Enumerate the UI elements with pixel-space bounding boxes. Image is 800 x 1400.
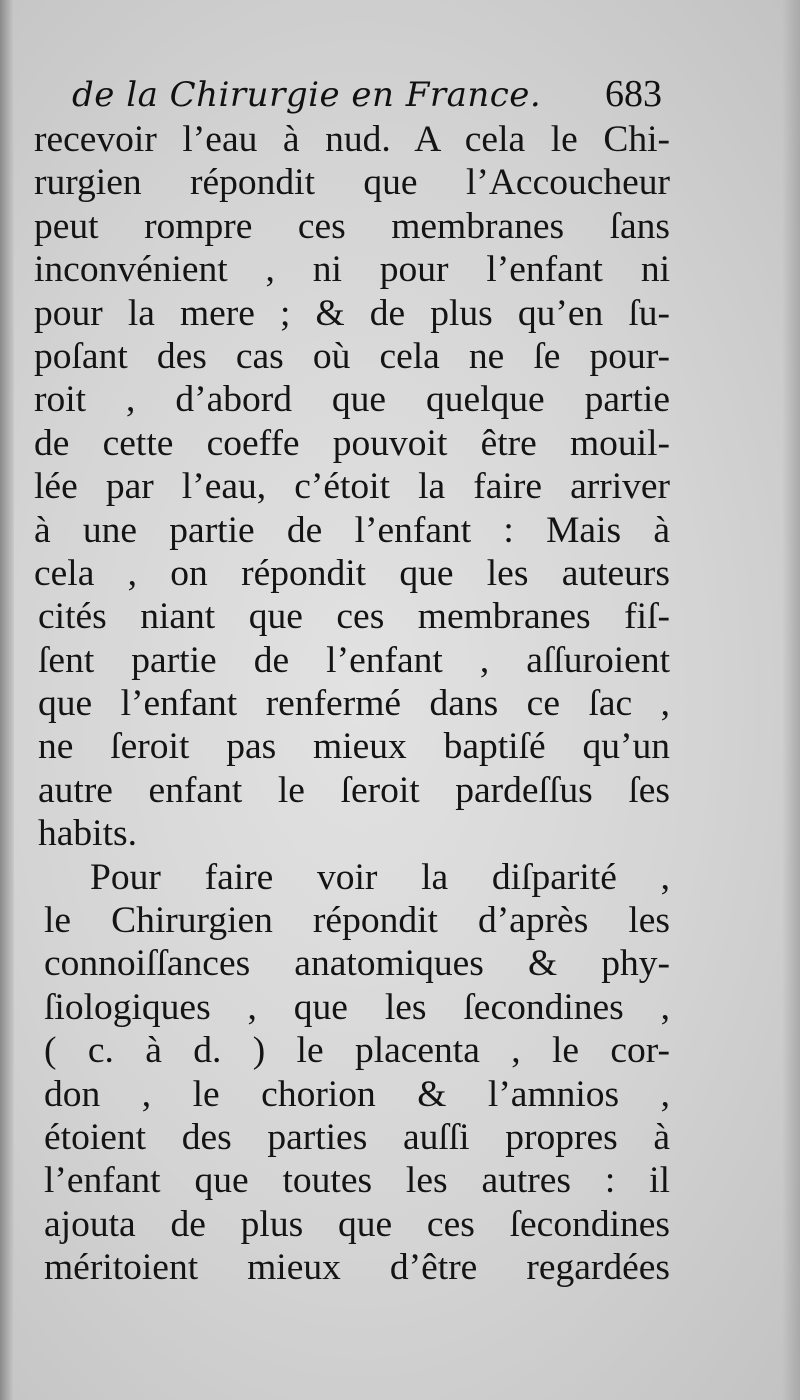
text-line: lée par l’eau, c’étoit la faire arriver <box>34 466 670 508</box>
body-text <box>30 118 670 1290</box>
text-line: ſiologiques , que les ſecondines , <box>44 986 670 1028</box>
text-line: de cette coeffe pouvoit être mouil- <box>34 422 670 464</box>
text-line: inconvénient , ni pour l’enfant ni <box>34 249 670 291</box>
text-line: roit , d’abord que quelque partie <box>34 379 670 421</box>
text-line: ajouta de plus que ces ſecondines <box>44 1203 670 1245</box>
text-line: cités niant que ces membranes fiſ- <box>38 596 670 638</box>
text-line: habits. <box>38 813 137 855</box>
text-line: poſant des cas où cela ne ſe pour- <box>34 335 670 377</box>
text-line: que l’enfant renfermé dans ce ſac , <box>38 683 670 725</box>
text-line: ſent partie de l’enfant , aſſuroient <box>38 639 670 681</box>
page-edge-shadow <box>782 0 800 1400</box>
text-line: ne ſeroit pas mieux baptiſé qu’un <box>38 726 670 768</box>
text-line: cela , on répondit que les auteurs <box>34 552 670 594</box>
text-line: rurgien répondit que l’Accoucheur <box>34 162 670 204</box>
running-head: de la Chirurgie en France. <box>72 75 542 115</box>
page-gutter-shadow <box>0 0 14 1400</box>
text-line: le Chirurgien répondit d’après les <box>44 900 670 942</box>
text-line: peut rompre ces membranes ſans <box>34 205 670 247</box>
text-line: recevoir l’eau à nud. A cela le Chi- <box>34 119 670 160</box>
text-line: l’enfant que toutes les autres : il <box>44 1160 670 1202</box>
text-line: autre enfant le ſeroit pardeſſus ſes <box>38 769 670 811</box>
text-line: à une partie de l’enfant : Mais à <box>34 509 670 551</box>
text-line: don , le chorion & l’amnios , <box>44 1073 670 1115</box>
text-line: ( c. à d. ) le placenta , le cor- <box>44 1030 670 1072</box>
page-header <box>72 72 662 116</box>
text-line: pour la mere ; & de plus qu’en ſu- <box>34 292 670 334</box>
text-line: connoiſſances anatomiques & phy- <box>44 943 670 985</box>
page-number: 683 <box>605 73 662 115</box>
text-line: méritoient mieux d’être regardées <box>44 1247 670 1289</box>
text-line: étoient des parties auſſi propres à <box>44 1116 670 1158</box>
text-line: Pour faire voir la diſparité , <box>90 856 670 898</box>
